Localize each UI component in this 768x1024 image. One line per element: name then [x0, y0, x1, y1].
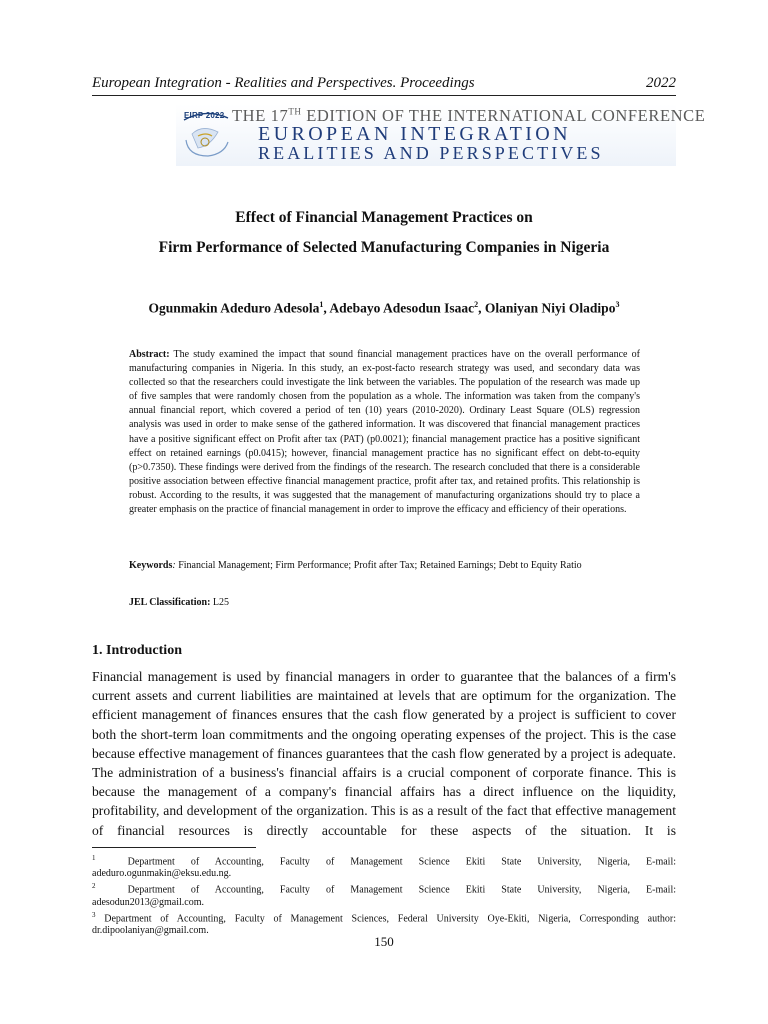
jel-classification	[129, 596, 640, 609]
author-name: Adebayo Adesodun Isaac	[329, 300, 475, 316]
footnote-email: adeduro.ogunmakin@eksu.edu.ng.	[92, 868, 232, 880]
footnote-email: adesodun2013@gmail.com.	[92, 896, 204, 908]
running-header	[92, 74, 676, 96]
author-footnote-mark: 3	[615, 300, 620, 309]
author-footnote-mark: 2	[474, 300, 479, 309]
keywords-label: Keywords	[129, 560, 173, 571]
footnotes	[92, 852, 676, 937]
author-name: Olaniyan Niyi Oladipo	[484, 300, 616, 316]
footnote-item: $^2$ Department of Accounting, Faculty of Management Science Ekiti State University, Nigeria, E-mail:	[92, 882, 676, 896]
introduction-paragraph: Financial management is used by financial managers in order to guarantee that the balances of a firm's current assets and current liabilities are maintained at levels that are optimum for the organization. The efficient management of finances ensures that the cash flow generated by a project is sufficient to cover both the short-term loan commitments and the ongoing operating expenses of the project. This is the case because effective management of finances guarantees that the cash flow generated by a project is adequate. The administration of a business's financial affairs is a crucial component of corporate finance. This is because the management of a company's financial affairs has a direct influence on the liquidity, profitability, and development of the organization. This is as a result of the fact that effective management of financial resources is directly accountable for these aspects of the situation. It is	[92, 669, 676, 838]
journal-title: European Integration - Realities and Perspectives. Proceedings	[92, 75, 475, 91]
jel-code: L25	[210, 597, 230, 608]
banner-title: EUROPEAN INTEGRATION	[258, 123, 571, 145]
conference-banner	[176, 104, 706, 166]
keywords: Keywords: Financial Management; Firm Performance; Profit after Tax; Retained Earnings; Debt to Equity Ratio	[129, 560, 582, 571]
keywords-text: Financial Management; Firm Performance; Profit after Tax; Retained Earnings; Debt to Equity Ratio	[175, 560, 582, 571]
abstract-text: The study examined the impact that sound financial management practices have on the overall performance of manufacturing companies in Nigeria. In this study, an ex-post-facto research strategy was used, and secondary data was collected so that the researchers could investigate the link between the variables. The population of the research was made up of five samples that were randomly chosen from the population as a whole. The information was taken from the company's annual financial report, which covered a period of ten (10) years (2010-2020). Ordinary Least Square (OLS) regression analysis was used in order to make sense of the gathered information. It was discovered that financial management practices have a positive significant effect on Profit after tax (PAT) (p0.0021); financial management practice has a positive significant effect on retained earnings (p0.0415); however, financial management practice has no significant effect on debt-to-equity (p>0.7350). These findings were derived from the findings of the research. The research concluded that there is a considerable positive association between effective financial management practice, profit after tax, and retained profits. This relationship is robust. According to the results, it was suggested that the management of manufacturing organizations should try to place a greater emphasis on the practice of financial management in order to improve the efficacy and efficiency of their operations.	[129, 349, 640, 516]
footnote-divider	[92, 847, 256, 848]
footnote-email: dr.dipoolaniyan@gmail.com.	[92, 924, 209, 936]
jel-label: JEL Classification:	[129, 597, 211, 608]
author-footnote-mark: 1	[319, 300, 324, 309]
footnote-item: $^1$ Department of Accounting, Faculty of Management Science Ekiti State University, Nigeria, E-mail:	[92, 854, 676, 868]
badge-label: EIRP 2022	[184, 111, 225, 120]
footnote-item: $^3$ Department of Accounting, Faculty of Management Sciences, Federal University Oye-Ekiti, Nigeria, Corresponding author:	[92, 910, 676, 924]
page-number: 150	[374, 934, 394, 949]
banner-edition: THE 17TH EDITION OF THE INTERNATIONAL CONFERENCE	[232, 106, 706, 125]
author-list: Ogunmakin Adeduro Adesola$^1$, Adebayo Adesodun Isaac$^2$, Olaniyan Niyi Oladipo$^3$	[148, 300, 620, 316]
abstract	[129, 348, 640, 517]
section-heading: 1. Introduction	[92, 643, 182, 658]
paper-title-line-2: Firm Performance of Selected Manufacturing Companies in Nigeria	[158, 239, 610, 256]
banner-subtitle: REALITIES AND PERSPECTIVES	[258, 143, 604, 163]
paper-title-line-1: Effect of Financial Management Practices on	[235, 209, 533, 226]
journal-year: 2022	[646, 75, 676, 91]
abstract-label: Abstract:	[129, 349, 170, 360]
author-name: Ogunmakin Adeduro Adesola	[148, 300, 320, 316]
